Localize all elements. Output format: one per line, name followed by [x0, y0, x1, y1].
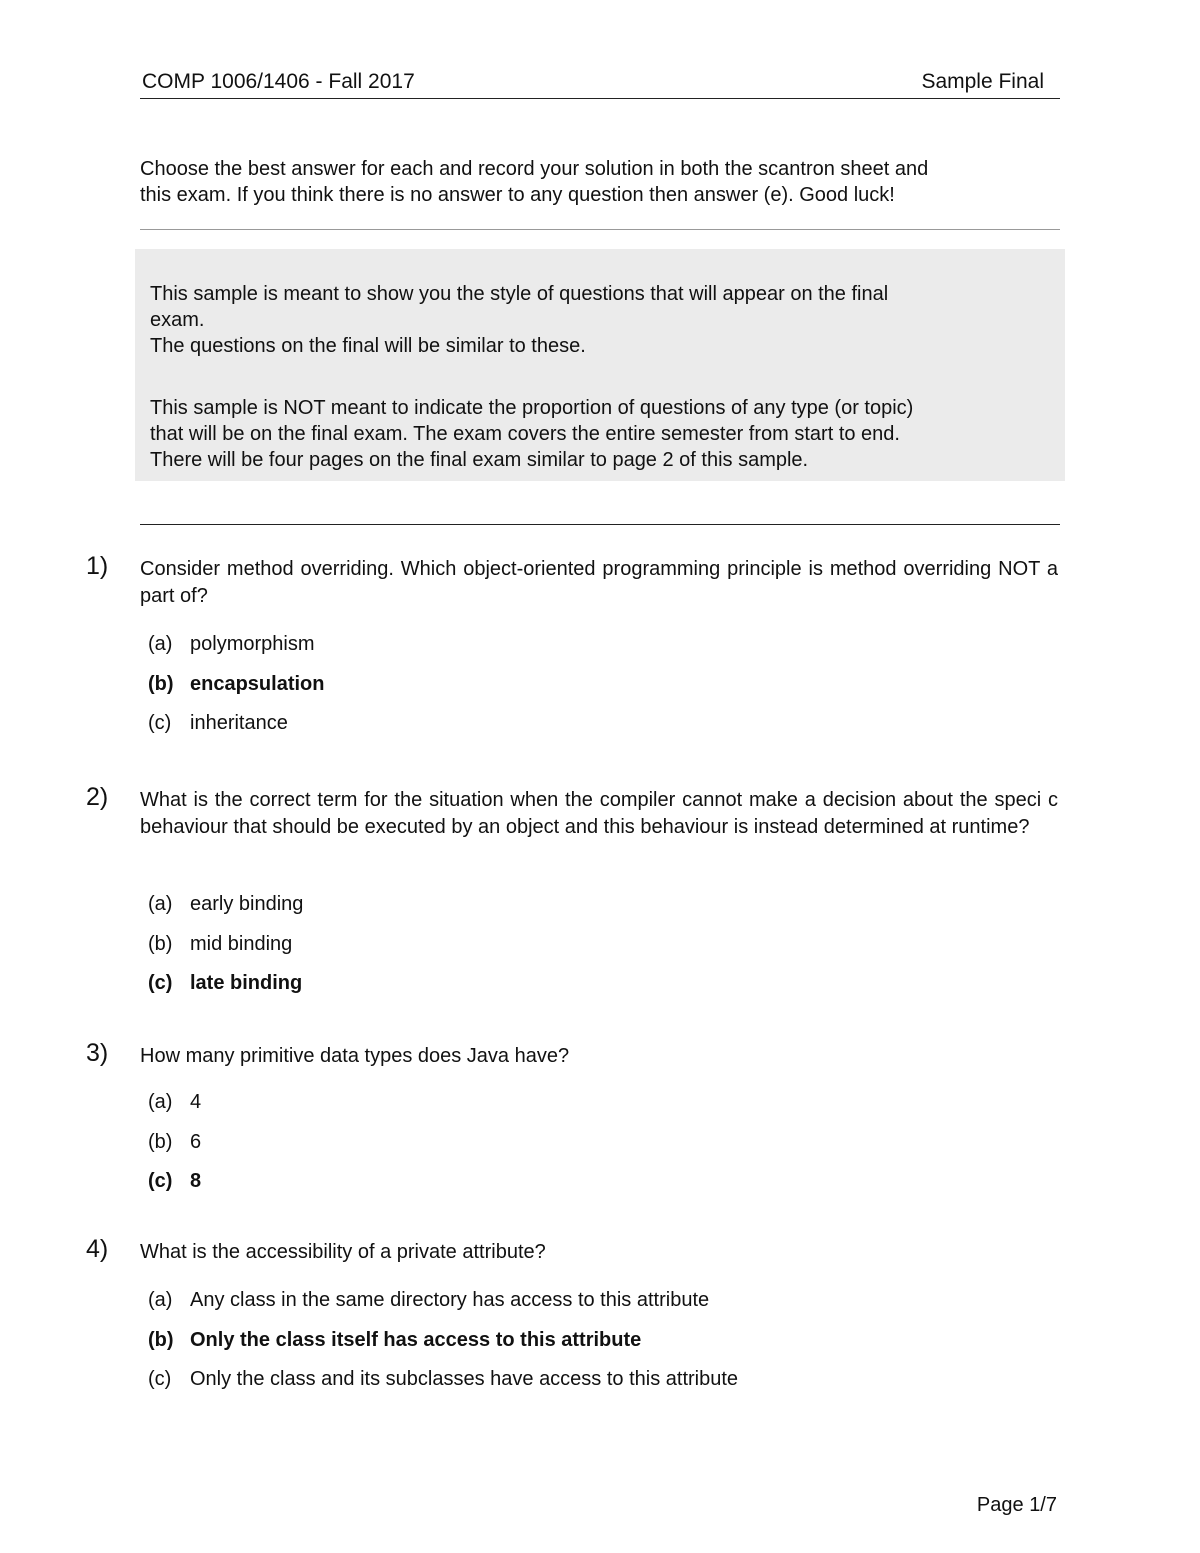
answer-option-b [148, 1327, 1048, 1367]
answer-option-b [148, 671, 1048, 711]
option-letter: (b) [148, 932, 173, 955]
answer-option-c [148, 710, 1048, 750]
option-text: late binding [190, 972, 303, 994]
notice-paragraph-2 [150, 395, 1060, 473]
sample-notice-box [135, 249, 1065, 481]
instructions-line-1: Choose the best answer for each and record your solution in both the scantron sheet and [140, 158, 929, 180]
option-letter: (b) [148, 1130, 173, 1153]
page-number: Page 1/7 [976, 1494, 1057, 1516]
answer-options [148, 1287, 1048, 1406]
question-text: What is the accessibility of a private attribute? [140, 1241, 546, 1263]
course-title: COMP 1006/1406 - Fall 2017 [142, 70, 415, 93]
option-letter: (c) [148, 1368, 172, 1390]
option-text: early binding [190, 893, 304, 915]
question-number: 3) [86, 1039, 109, 1067]
option-text: 6 [190, 1130, 202, 1153]
notice-line: This sample is NOT meant to indicate the proportion of questions of any type (or topic) [150, 397, 914, 419]
notice-line: This sample is meant to show you the style of questions that will appear on the final [150, 283, 889, 305]
divider [140, 524, 1060, 525]
answer-option-c [148, 1168, 1048, 1208]
option-letter: (a) [148, 893, 173, 915]
option-letter: (c) [148, 1170, 173, 1192]
notice-line: There will be four pages on the final exam similar to page 2 of this sample. [150, 449, 809, 471]
question-text: What is the correct term for the situation when the compiler cannot make a decision about the speci c behaviour that should be executed by an object and this behaviour is instead determined at runtime? [140, 789, 1058, 838]
option-text: encapsulation [190, 672, 325, 695]
option-letter: (a) [148, 1091, 173, 1113]
answer-option-b [148, 931, 1048, 971]
answer-option-c [148, 970, 1048, 1010]
answer-option-a [148, 1287, 1048, 1327]
notice-line: The questions on the final will be similar to these. [150, 335, 586, 357]
option-text: mid binding [190, 932, 293, 955]
notice-line: exam. [150, 309, 205, 331]
option-letter: (b) [148, 1328, 174, 1351]
instructions-line-2: this exam. If you think there is no answer to any question then answer (e). Good luck! [140, 184, 895, 206]
option-letter: (b) [148, 672, 174, 695]
question-text: Consider method overriding. Which object-oriented programming principle is method overriding NOT a part of? [140, 558, 1058, 607]
option-text: 4 [190, 1091, 202, 1113]
option-text: 8 [190, 1170, 202, 1192]
divider [140, 229, 1060, 230]
option-letter: (a) [148, 633, 173, 655]
option-text: polymorphism [190, 633, 315, 655]
option-letter: (a) [148, 1289, 173, 1311]
notice-line: that will be on the final exam. The exam covers the entire semester from start to end. [150, 423, 900, 445]
option-text: Only the class itself has access to this attribute [190, 1328, 642, 1351]
answer-option-a [148, 891, 1048, 931]
answer-options [148, 1089, 1048, 1208]
option-text: Any class in the same directory has access to this attribute [190, 1289, 710, 1311]
answer-options [148, 891, 1048, 1010]
answer-option-a [148, 1089, 1048, 1129]
question-number: 2) [86, 783, 109, 811]
option-letter: (c) [148, 972, 173, 994]
answer-option-b [148, 1129, 1048, 1169]
option-text: Only the class and its subclasses have access to this attribute [190, 1368, 739, 1390]
question-number: 1) [86, 552, 109, 580]
page-header [140, 68, 1060, 99]
question-text: How many primitive data types does Java have? [140, 1045, 570, 1067]
notice-paragraph-1 [150, 281, 1050, 359]
option-letter: (c) [148, 712, 172, 734]
instructions [140, 156, 1060, 208]
option-text: inheritance [190, 712, 288, 734]
answer-option-a [148, 631, 1048, 671]
answer-option-c [148, 1366, 1048, 1406]
question-number: 4) [86, 1235, 109, 1263]
answer-options [148, 631, 1048, 750]
document-title: Sample Final [921, 70, 1044, 93]
